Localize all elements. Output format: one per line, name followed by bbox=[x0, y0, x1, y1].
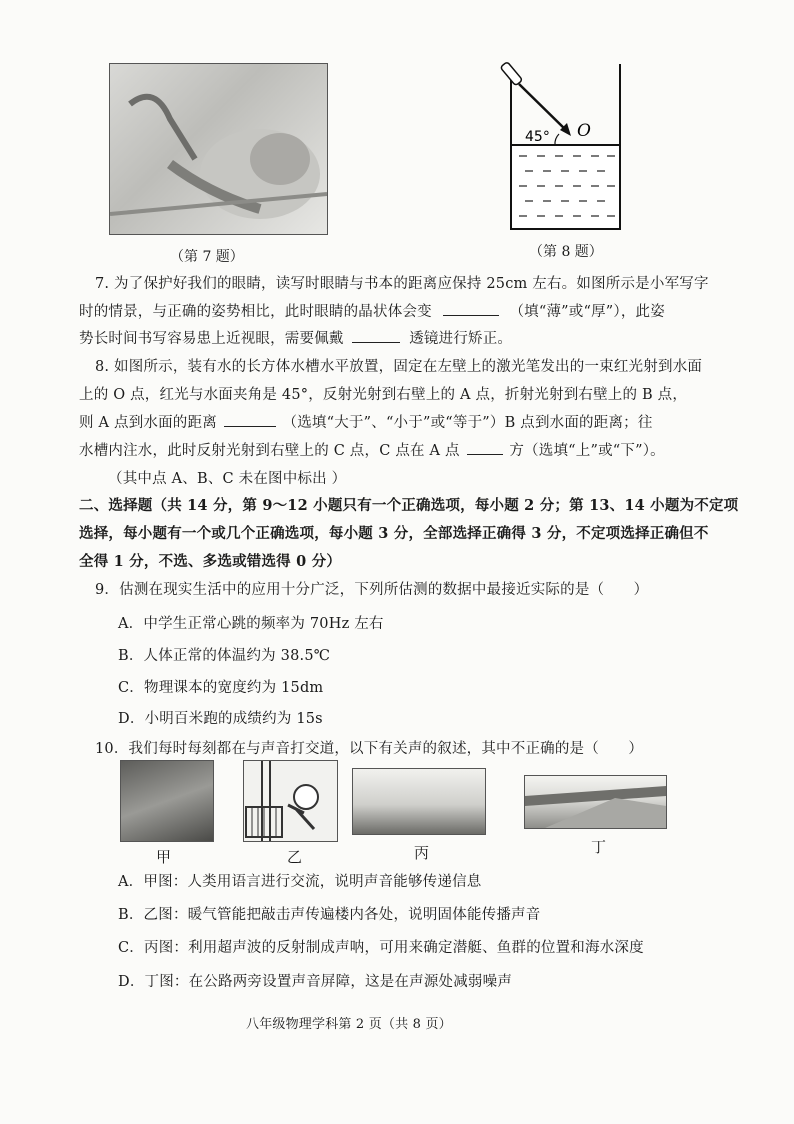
q10-option-d[interactable]: D．丁图：在公路两旁设置声音屏障，这是在声源处减弱噪声 bbox=[118, 974, 513, 990]
section2-line-2: 选择，每小题有一个或几个正确选项，每小题 3 分，全部选择正确得 3 分，不定项选择正确但不 bbox=[79, 525, 709, 542]
page-footer: 八年级物理学科第 2 页（共 8 页） bbox=[246, 1017, 452, 1032]
q8-caption: （第 8 题） bbox=[529, 244, 603, 260]
q10-option-c[interactable]: C．丙图：利用超声波的反射制成声呐，可用来确定潜艇、鱼群的位置和海水深度 bbox=[118, 940, 644, 956]
q7-blank-2[interactable] bbox=[352, 328, 400, 343]
q10-image-ding bbox=[524, 775, 667, 829]
q9-option-b[interactable]: B．人体正常的体温约为 38.5℃ bbox=[118, 648, 331, 664]
q7-line-1: 7. 为了保护好我们的眼睛，读写时眼睛与书本的距离应保持 25cm 左右。如图所示是小军写字 bbox=[95, 276, 709, 292]
q9-option-c[interactable]: C．物理课本的宽度约为 15dm bbox=[118, 680, 324, 696]
q8-diagram bbox=[497, 56, 632, 236]
q7-line-2 bbox=[79, 300, 665, 321]
q7-line-3a: 势长时间书写容易患上近视眼，需要佩戴 bbox=[79, 331, 344, 347]
q8-blank-1[interactable] bbox=[224, 412, 276, 427]
q8-angle-label: 45° bbox=[525, 129, 550, 145]
q9-option-d[interactable]: D．小明百米跑的成绩约为 15s bbox=[118, 711, 323, 727]
q10-option-b[interactable]: B．乙图：暖气管能把敲击声传遍楼内各处，说明固体能传播声音 bbox=[118, 907, 541, 923]
q9-stem: 9．估测在现实生活中的应用十分广泛，下列所估测的数据中最接近实际的是（ ） bbox=[95, 582, 649, 598]
q7-caption: （第 7 题） bbox=[170, 249, 244, 265]
q10-stem: 10．我们每时每刻都在与声音打交道，以下有关声的叙述，其中不正确的是（ ） bbox=[95, 741, 644, 757]
q8-point-o: O bbox=[577, 121, 591, 141]
q8-line-4a: 水槽内注水，此时反射光射到右壁上的 C 点，C 点在 A 点 bbox=[79, 443, 460, 459]
q10-label-bing: 丙 bbox=[414, 844, 430, 862]
q10-image-bing bbox=[352, 768, 486, 835]
q10-image-yi bbox=[243, 760, 338, 842]
q10-image-yi-sketch bbox=[244, 761, 337, 841]
q7-line-3b: 透镜进行矫正。 bbox=[409, 331, 513, 347]
q7-photo-sketch bbox=[110, 64, 327, 234]
q8-line-2: 上的 O 点，红光与水面夹角是 45°，反射光射到右壁上的 A 点，折射光射到右壁上的 B 点， bbox=[79, 387, 688, 403]
q10-image-ding-sketch bbox=[525, 776, 666, 828]
q8-line-3b: （选填“大于”、“小于”或“等于”）B 点到水面的距离；往 bbox=[282, 415, 653, 431]
q10-label-jia: 甲 bbox=[156, 848, 172, 866]
q7-blank-1[interactable] bbox=[443, 301, 499, 316]
q8-line-4b: 方（选填“上”或“下”）。 bbox=[509, 443, 665, 459]
q8-blank-2[interactable] bbox=[467, 440, 503, 455]
section2-line-3: 全得 1 分，不选、多选或错选得 0 分） bbox=[79, 553, 342, 570]
q10-label-yi: 乙 bbox=[287, 848, 303, 866]
q7-line-2b: （填“薄”或“厚”），此姿 bbox=[509, 304, 665, 320]
q8-line-1: 8. 如图所示，装有水的长方体水槽水平放置，固定在左壁上的激光笔发出的一束红光射到水面 bbox=[95, 359, 703, 375]
q7-photo bbox=[109, 63, 328, 235]
q8-line-3a: 则 A 点到水面的距离 bbox=[79, 415, 217, 431]
q7-line-2a: 时的情景，与正确的姿势相比，此时眼睛的晶状体会变 bbox=[79, 304, 432, 320]
q8-note: （其中点 A、B、C 未在图中标出 ） bbox=[108, 471, 347, 487]
section2-line-1: 二、选择题（共 14 分，第 9～12 小题只有一个正确选项，每小题 2 分；第 13、14 小题为不定项 bbox=[79, 497, 739, 514]
q10-image-jia bbox=[120, 760, 214, 842]
q9-option-a[interactable]: A．中学生正常心跳的频率为 70Hz 左右 bbox=[118, 616, 384, 632]
q8-line-4 bbox=[79, 439, 665, 460]
q10-option-a[interactable]: A．甲图：人类用语言进行交流，说明声音能够传递信息 bbox=[118, 874, 482, 890]
q10-label-ding: 丁 bbox=[591, 838, 607, 856]
q7-line-3 bbox=[79, 327, 512, 348]
q8-line-3 bbox=[79, 411, 653, 432]
